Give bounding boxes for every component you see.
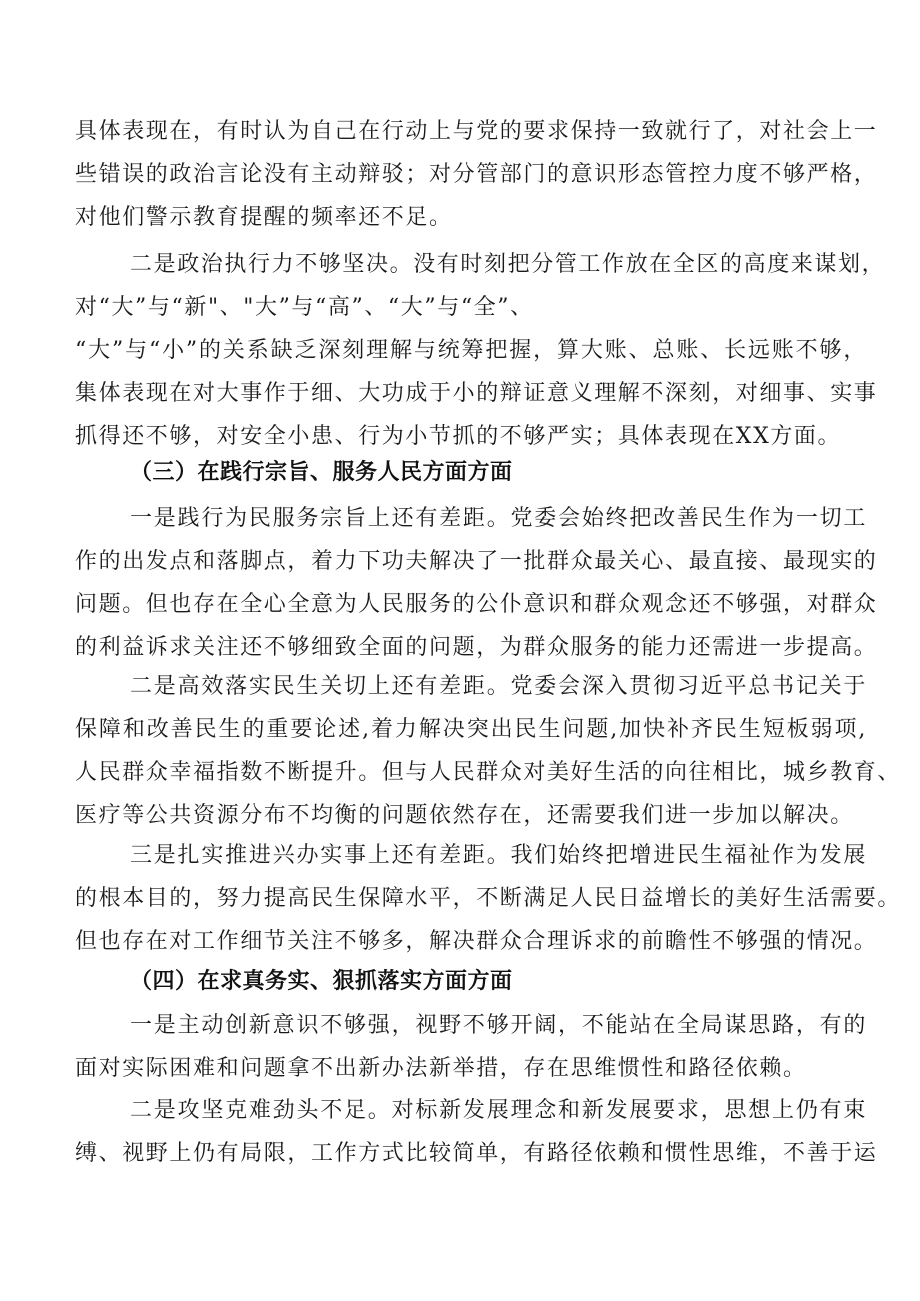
paragraph-serve-people-purpose (75, 497, 878, 669)
section-heading-seek-truth: （四）在求真务实、狠抓落实方面方面 (130, 969, 513, 994)
text-line: 一是主动创新意识不够强，视野不够开阔，不能站在全局谋思路，有的 (130, 1013, 867, 1038)
text-line: 保障和改善民生的重要论述,着力解决突出民生问题,加快补齐民生短板弱项, (75, 717, 867, 742)
text-line: 一是践行为民服务宗旨上还有差距。党委会始终把改善民生作为一切工 (130, 506, 867, 531)
paragraph-innovation-awareness (75, 1004, 867, 1090)
text-line: 问题。但也存在全心全意为人民服务的公仆意识和群众观念还不够强，对群众 (75, 592, 878, 617)
section-heading-serve-people: （三）在践行宗旨、服务人民方面方面 (130, 460, 513, 485)
text-line: 集体表现在对大事作于细、大功成于小的辩证意义理解不深刻，对细事、实事 (75, 381, 878, 406)
text-line: 的利益诉求关注还不够细致全面的问题，为群众服务的能力还需进一步提高。 (75, 635, 878, 660)
text-line: 二是政治执行力不够坚决。没有时刻把分管工作放在全区的高度来谋划， (130, 252, 886, 277)
text-line: 但也存在对工作细节关注不够多，解决群众合理诉求的前瞻性不够强的情况。 (75, 929, 878, 954)
text-line: “大”与“小”的关系缺乏深刻理解与统筹把握，算大账、总账、长远账不够， (75, 338, 867, 363)
text-line: 二是攻坚克难劲头不足。对标新发展理念和新发展要求，思想上仍有束 (130, 1098, 867, 1123)
text-line: 抓得还不够，对安全小患、行为小节抓的不够严实；具体表现在XX方面。 (75, 424, 842, 449)
paragraph-political-execution (75, 243, 886, 458)
paragraph-political-stance-continued (75, 110, 878, 239)
text-line: 些错误的政治言论没有主动辩驳；对分管部门的意识形态管控力度不够严格， (75, 162, 878, 187)
paragraph-practical-matters (75, 834, 902, 963)
paragraph-livelihood-implementation (75, 665, 902, 837)
text-line: 具体表现在，有时认为自己在行动上与党的要求保持一致就行了，对社会上一 (75, 119, 878, 144)
text-line: 的根本目的，努力提高民生保障水平，不断满足人民日益增长的美好生活需要。 (75, 886, 902, 911)
text-line: 对他们警示教育提醒的频率还不足。 (75, 205, 453, 230)
text-line: 对“大”与“新"、"大”与“高”、“大”与“全”、 (75, 295, 534, 320)
text-line: 面对实际困难和问题拿不出新办法新举措，存在思维惯性和路径依赖。 (75, 1056, 807, 1081)
paragraph-tackling-difficulties (75, 1089, 878, 1175)
text-line: 人民群众幸福指数不断提升。但与人民群众对美好生活的向往相比，城乡教育、 (75, 760, 902, 785)
text-line: 缚、视野上仍有局限，工作方式比较简单，有路径依赖和惯性思维，不善于运 (75, 1141, 878, 1166)
text-line: 二是高效落实民生关切上还有差距。党委会深入贯彻习近平总书记关于 (130, 674, 867, 699)
text-line: 作的出发点和落脚点，着力下功夫解决了一批群众最关心、最直接、最现实的 (75, 549, 878, 574)
text-line: 三是扎实推进兴办实事上还有差距。我们始终把增进民生福祉作为发展 (130, 843, 867, 868)
text-line: 医疗等公共资源分布不均衡的问题依然存在，还需要我们进一步加以解决。 (75, 803, 854, 828)
